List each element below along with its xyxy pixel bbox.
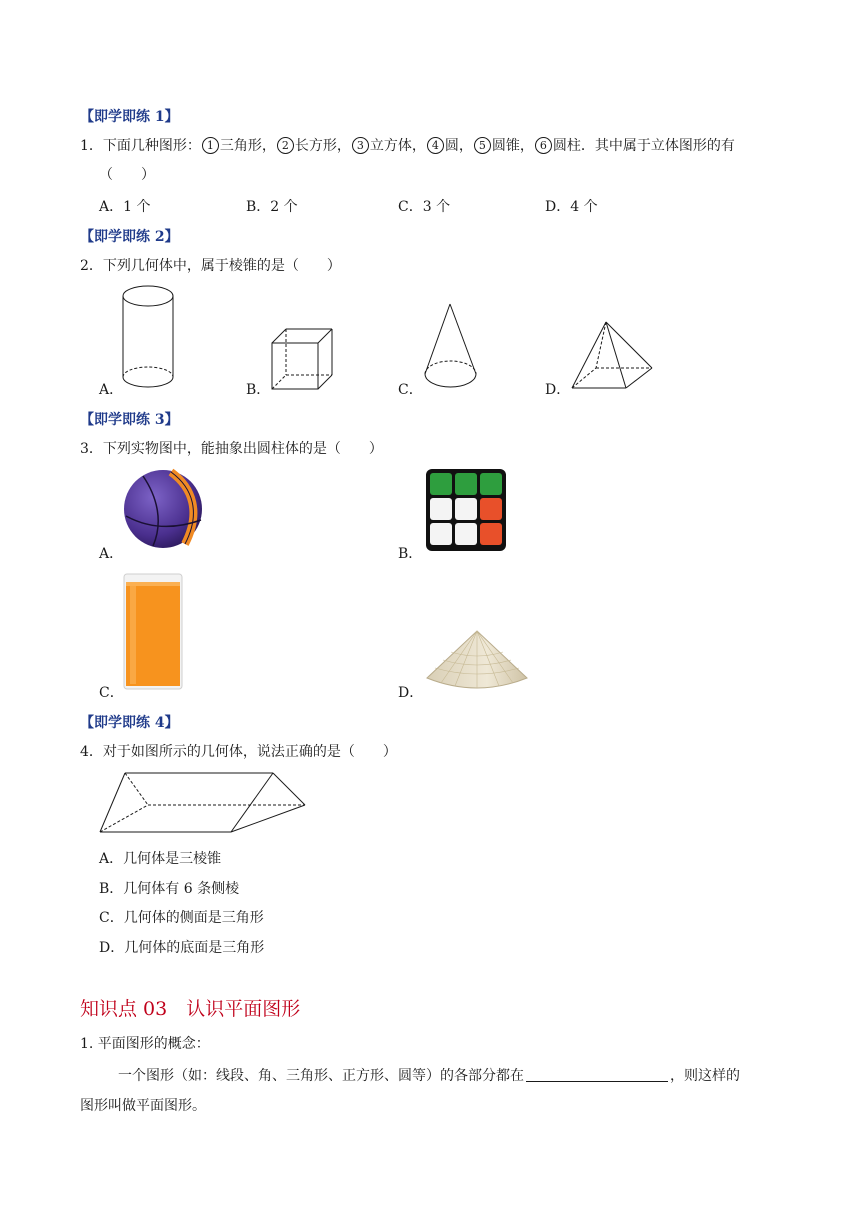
cube-figure [268,325,336,393]
conical-hat-image [425,628,529,694]
rubiks-cube-image [424,465,510,555]
paragraph-text: 一个图形（如：线段、角、三角形、正方形、圆等）的各部分都在 [118,1068,524,1084]
option-b: B． [398,546,423,562]
option-d: D． [398,685,424,701]
option-b: B．2 个 [246,199,298,215]
concept-paragraph-line2: 图形叫做平面图形。 [80,1098,206,1114]
concept-paragraph-line1 [118,1066,740,1086]
practice-heading-1: 【即学即练 1】 [80,109,179,125]
item-text: 三角形， [219,138,276,154]
question-2-text: 2．下列几何体中，属于棱锥的是（ ） [80,258,341,274]
item-text: 立方体， [369,138,426,154]
item-text: 圆锥， [491,138,534,154]
circled-number: 2 [277,137,294,154]
question-4-text: 4．对于如图所示的几何体，说法正确的是（ ） [80,744,397,760]
option-d: D．几何体的底面是三角形 [99,940,265,956]
option-c: C． [398,382,423,398]
question-lead: 下面几种图形： [102,138,201,154]
circled-number: 3 [352,137,369,154]
practice-heading-2: 【即学即练 2】 [80,229,179,245]
option-b: B． [246,382,271,398]
answer-paren: （ ） [99,167,155,183]
option-c: C．几何体的侧面是三角形 [99,910,264,926]
circled-number: 5 [474,137,491,154]
option-a: A． [99,546,124,562]
option-b: B．几何体有 6 条侧棱 [99,881,240,897]
practice-heading-3: 【即学即练 3】 [80,412,179,428]
item-text: 圆柱．其中属于立体图形的有 [552,138,735,154]
question-1-text [80,136,735,156]
option-c: C． [99,685,124,701]
circled-number: 1 [202,137,219,154]
circled-number: 4 [427,137,444,154]
circled-number: 6 [535,137,552,154]
cylinder-figure [118,282,182,394]
item-text: 圆， [444,138,473,154]
question-3-text: 3．下列实物图中，能抽象出圆柱体的是（ ） [80,441,383,457]
paragraph-text: ，则这样的 [670,1068,740,1084]
basketball-image [123,468,205,552]
juice-glass-image [122,572,186,692]
section-heading: 知识点 03 认识平面图形 [80,998,301,1020]
option-a: A．几何体是三棱锥 [99,851,222,867]
question-number: 1． [80,138,103,154]
option-d: D．4 个 [545,199,598,215]
triangular-prism-figure [98,770,310,836]
option-c: C．3 个 [398,199,451,215]
pyramid-figure [568,318,656,392]
option-d: D． [545,382,571,398]
item-text: 长方形， [294,138,351,154]
fill-in-blank [526,1067,668,1082]
concept-label: 1. 平面图形的概念： [80,1036,210,1052]
cone-figure [420,302,484,392]
option-a: A．1 个 [99,199,151,215]
option-a: A． [99,382,124,398]
practice-heading-4: 【即学即练 4】 [80,715,179,731]
